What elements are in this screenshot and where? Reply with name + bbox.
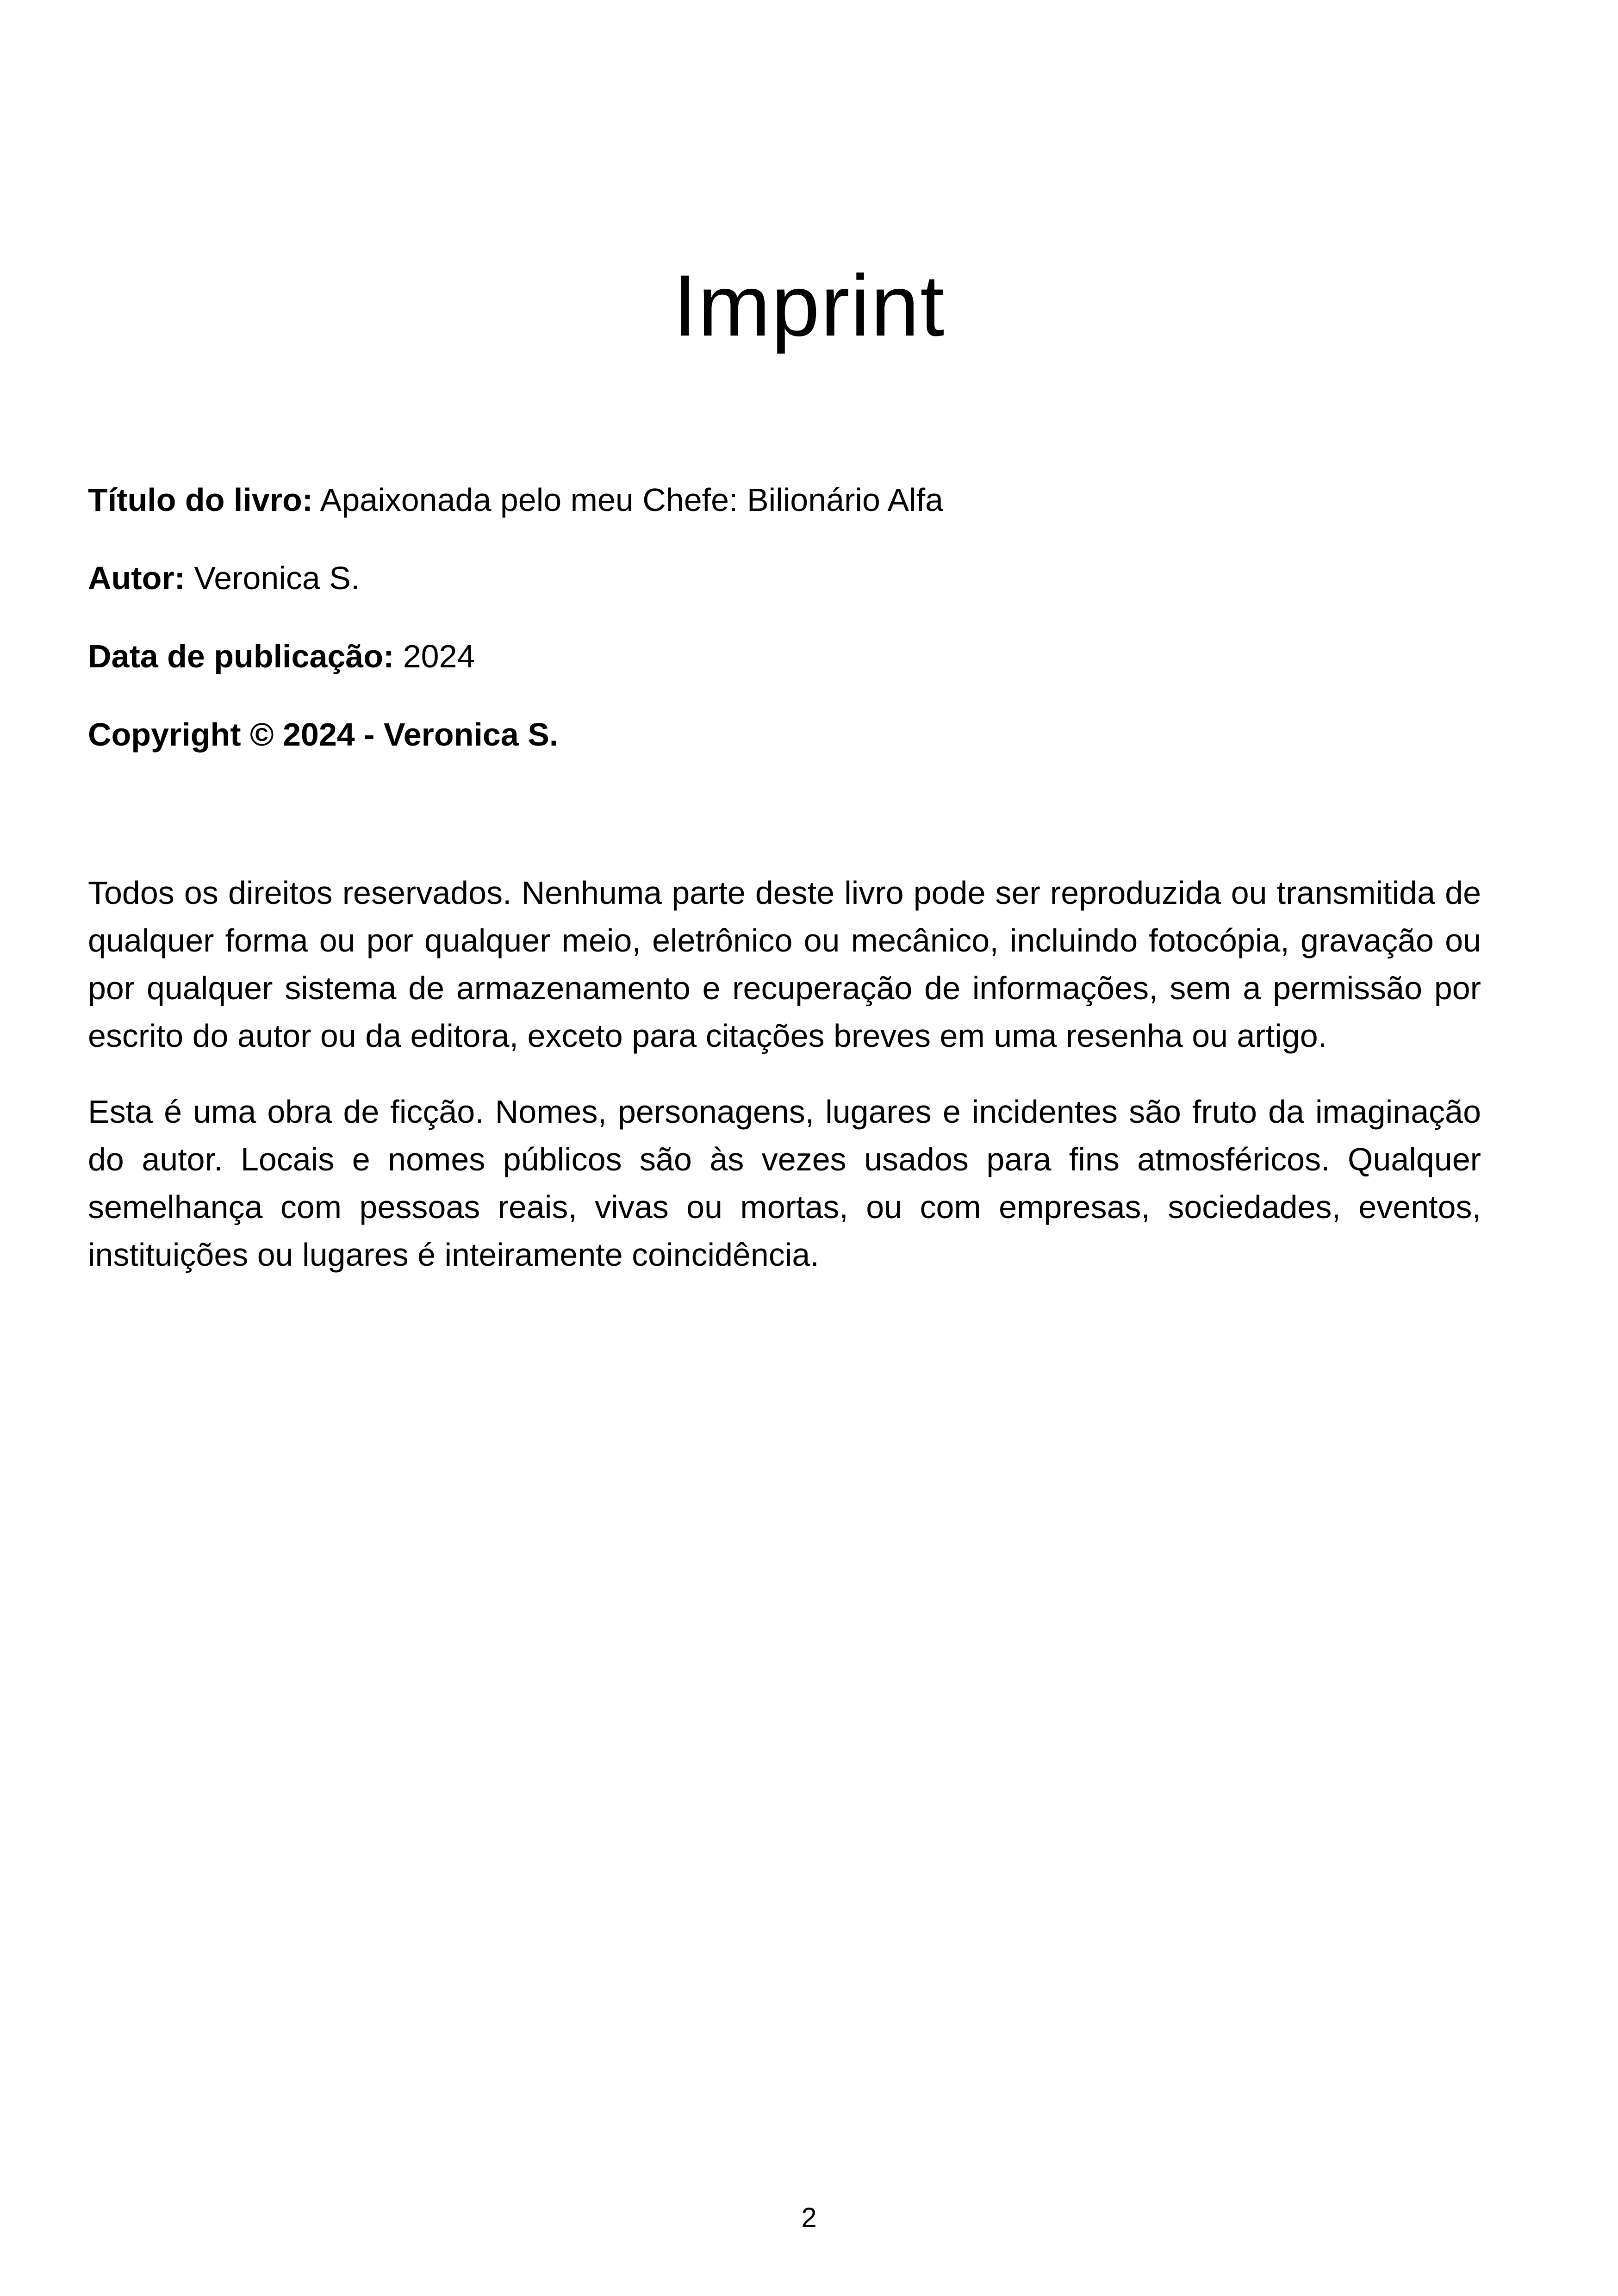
rights-paragraph: Todos os direitos reservados. Nenhuma parte deste livro pode ser reproduzida ou transmitida de qualquer forma ou por qualquer meio, eletrônico ou mecânico, incluindo fotocópia, gravação ou por qualquer sistema de armazenamento e recuperação de informações, sem a permissão por escrito do autor ou da editora, exceto para citações breves em uma resenha ou artigo. bbox=[88, 875, 1481, 1054]
copyright-line bbox=[88, 711, 1481, 758]
publication-date-line bbox=[88, 633, 1481, 679]
copyright-text: Copyright © 2024 - Veronica S. bbox=[88, 716, 559, 753]
author-line bbox=[88, 555, 1481, 601]
publication-date-label: Data de publicação: bbox=[88, 638, 394, 674]
imprint-metadata bbox=[88, 477, 1481, 790]
book-title-line bbox=[88, 477, 1481, 523]
publication-date-value: 2024 bbox=[403, 638, 475, 674]
fiction-disclaimer-paragraph: Esta é uma obra de ficção. Nomes, personagens, lugares e incidentes são fruto da imaginação do autor. Locais e nomes públicos são às vezes usados para fins atmosféricos. Qualquer semelhança com pessoas reais, vivas ou mortas, ou com empresas, sociedades, eventos, instituições ou lugares é inteiramente coincidência. bbox=[88, 1094, 1481, 1273]
legal-notice bbox=[88, 869, 1481, 1307]
page-title: Imprint bbox=[672, 257, 946, 354]
book-title-label: Título do livro: bbox=[88, 482, 313, 518]
book-title-value: Apaixonada pelo meu Chefe: Bilionário Alfa bbox=[320, 482, 944, 518]
author-label: Autor: bbox=[88, 560, 185, 596]
author-value: Veronica S. bbox=[194, 560, 360, 596]
page-number: 2 bbox=[801, 2202, 817, 2233]
